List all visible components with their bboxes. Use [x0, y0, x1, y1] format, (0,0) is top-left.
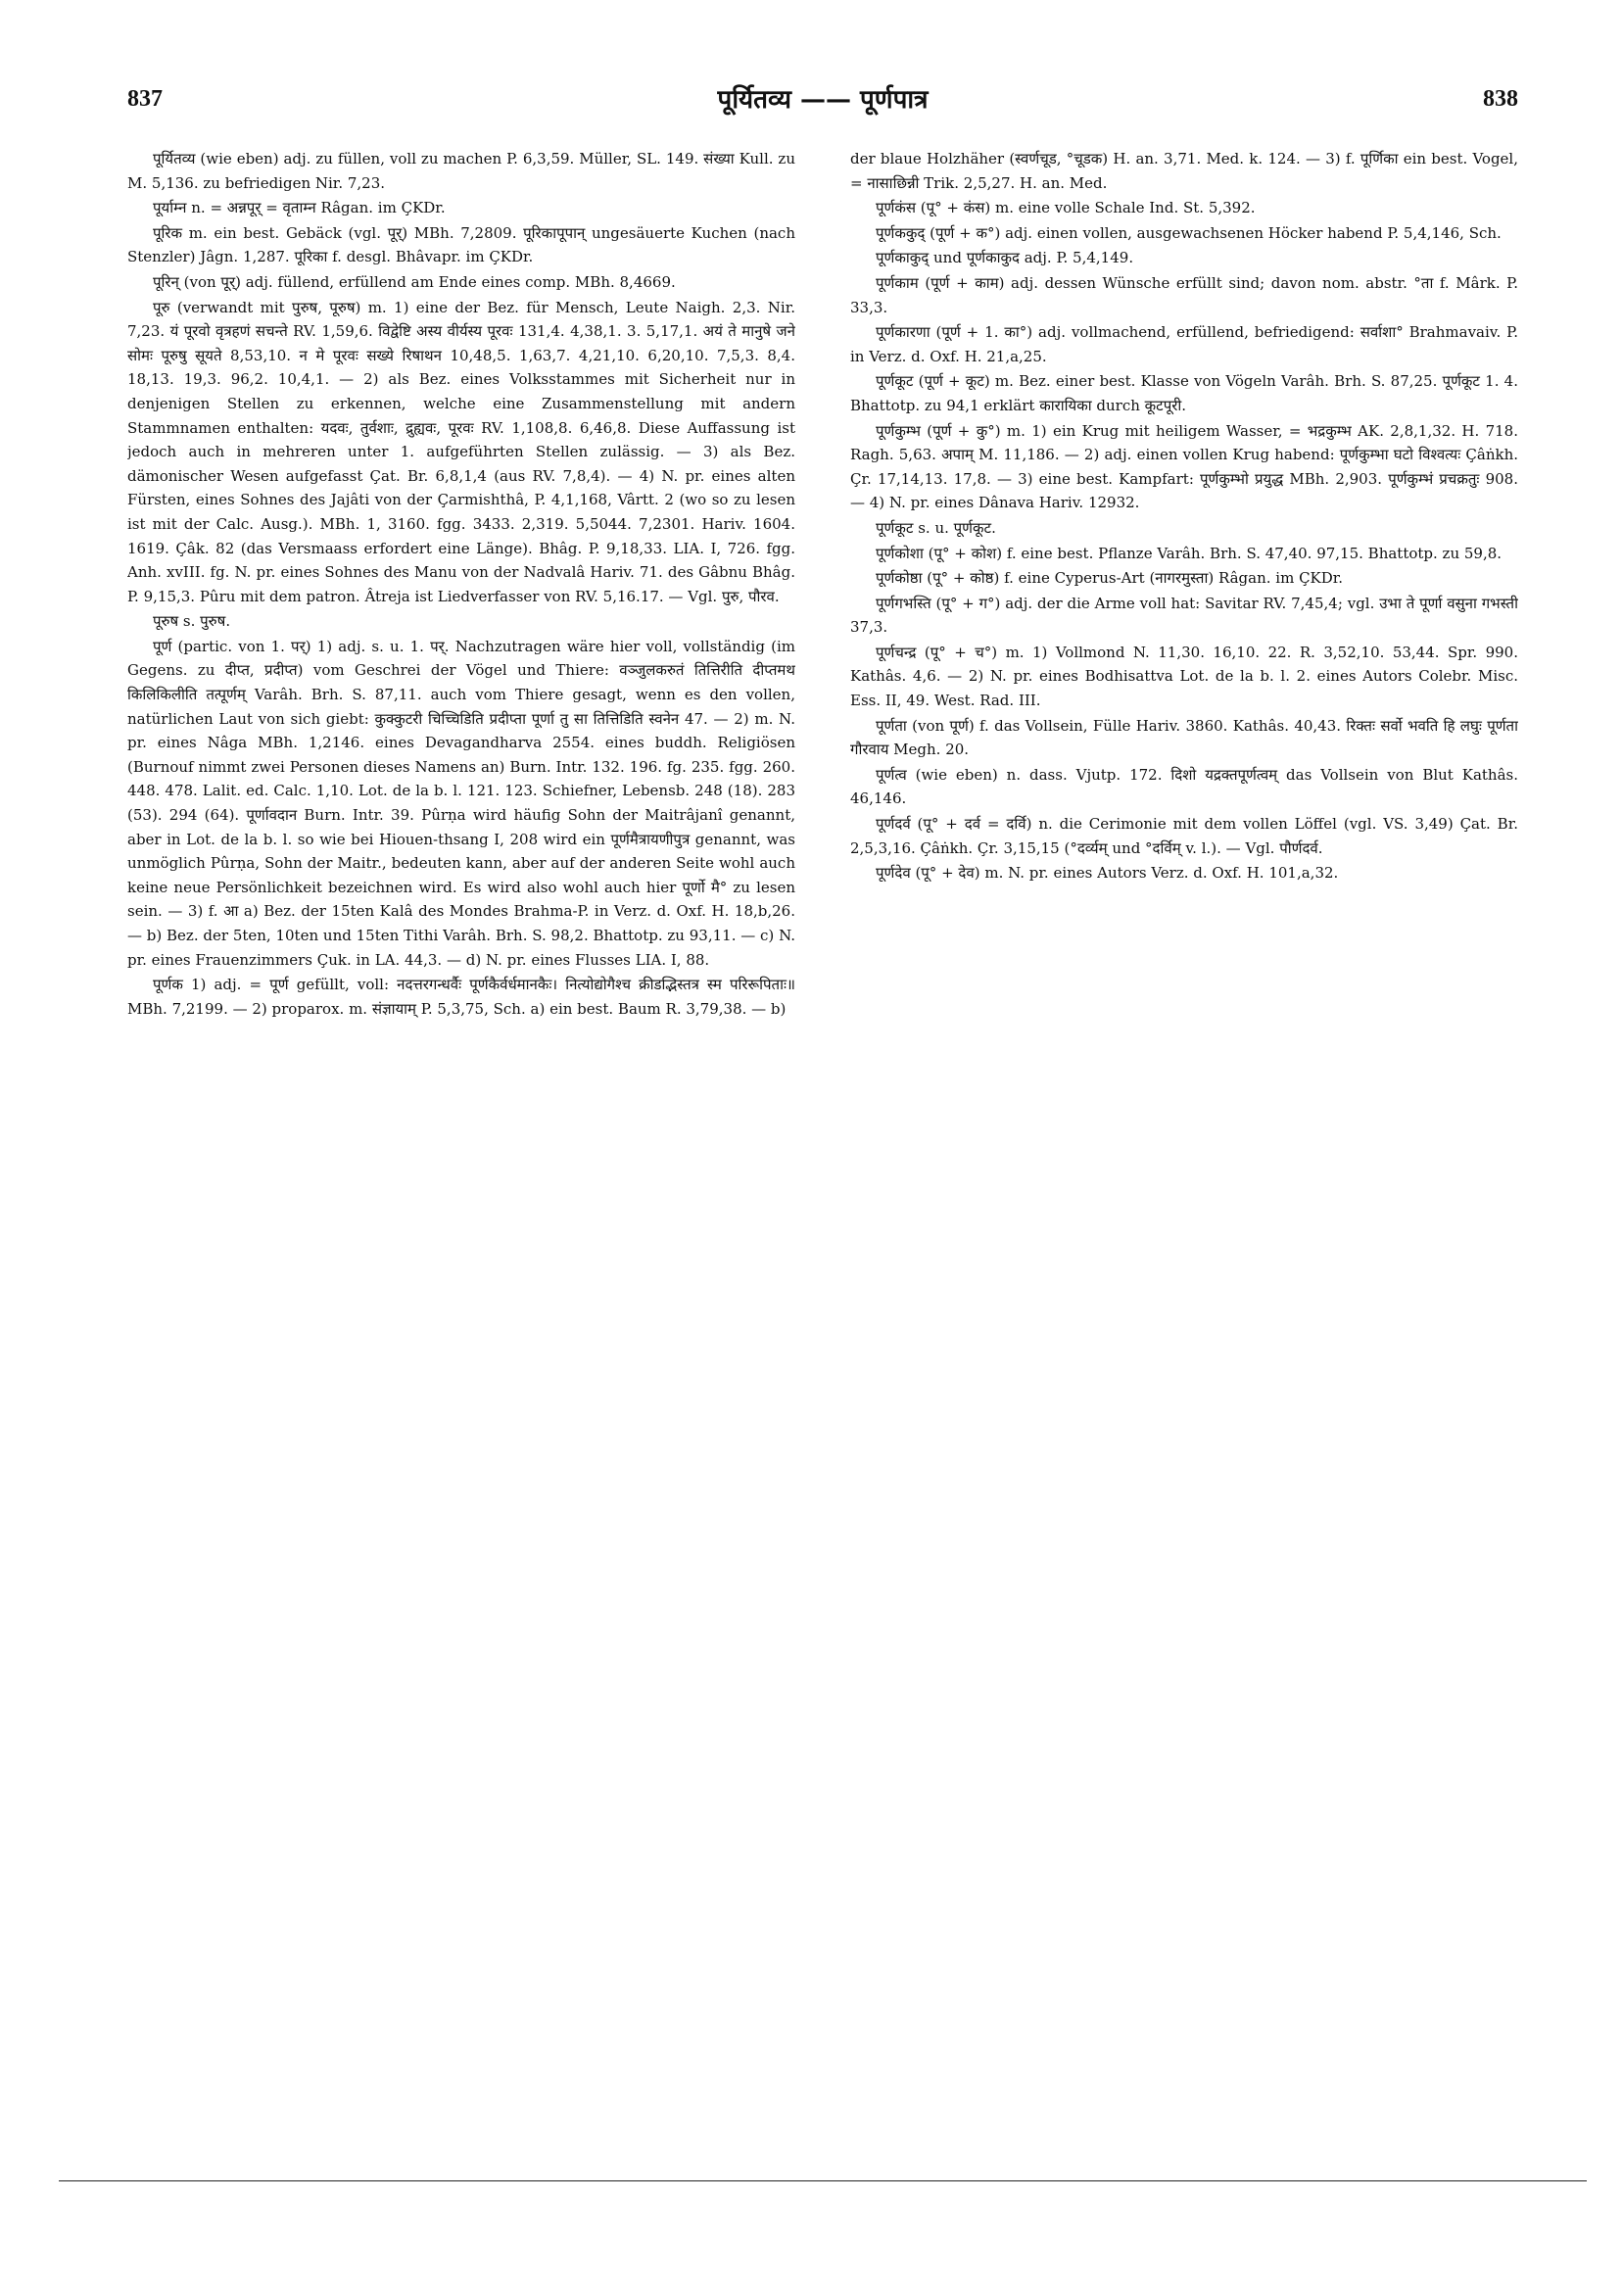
page-number-right: 838 — [1483, 86, 1518, 112]
dictionary-entry: पूर्णकंस (पू° + कंस) m. eine volle Schale Ind. St. 5,392. — [876, 199, 1256, 217]
dictionary-entry: पूर्याम्न n. = अन्नपूर् = वृताम्न Râgan. im ÇKDr. — [153, 199, 446, 217]
dictionary-entry: पूरु (verwandt mit पुरुष, पूरुष) m. 1) eine der Bez. für Mensch, Leute Naigh. 2,3. Nir. 7,23. यं पूरवो वृत्रहणं सचन्ते RV. 1,59,6. विद्वेष्टि अस्य वीर्यस्य पूरवः 131,4. 4,38,1. 3. 5,17,1. अयं ते मानुषे जने सोमः पूरुषु सूयते 8,53,10. न मे पूरवः सख्ये रिषाथन 10,48,5. 1,63,7. 4,21,10. 6,20,10. 7,5,3. 8,4. 18,13. 19,3. 96,2. 10,4,1. — 2) als Bez. eines Volksstammes mit Sicherheit nur in denjenigen Stellen zu erkennen, welche eine Zusammenstellung mit andern Stammnamen enthalten: यदवः, तुर्वशाः, द्रुह्यवः, पूरवः RV. 1,108,8. 6,46,8. Diese Auffassung ist jedoch auch in mehreren unter 1. aufgeführten Stellen zulässig. — 3) als Bez. dämonischer Wesen aufgefasst Çat. Br. 6,8,1,4 (aus RV. 7,8,4). — 4) N. pr. eines alten Fürsten, eines Sohnes des Jajâti von der Çarmishthâ, P. 4,1,168, Vârtt. 2 (wo so zu lesen ist mit der Calc. Ausg.). MBh. 1, 3160. fgg. 3433. 2,319. 5,5044. 7,2301. Hariv. 1604. 1619. Çâk. 82 (das Versmaass erfordert eine Länge). Bhâg. P. 9,18,33. LIA. I, 726. fgg. Anh. xvIII. fg. N. pr. eines Sohnes des Manu von der Nadvalâ Hariv. 71. des Gâbnu Bhâg. P. 9,15,3. Pûru mit dem patron. Âtreja ist Liedverfasser von RV. 5,16.17. — Vgl. पुरु, पौरव. — [127, 298, 795, 605]
dictionary-entry: पूर्णचन्द्र (पू° + च°) m. 1) Vollmond N. 11,30. 16,10. 22. R. 3,52,10. 53,44. Spr. 990. Kathâs. 4,6. — 2) N. pr. eines Bodhisattva Lot. de la b. l. 2. eines Autors Colebr. Misc. Ess. II, 49. West. Rad. III. — [850, 643, 1518, 710]
dictionary-entry: पूर्णकारणा (पूर्ण + 1. का°) adj. vollmachend, erfüllend, befriedigend: सर्वाशा° Brahmavaiv. P. in Verz. d. Oxf. H. 21,a,25. — [850, 323, 1518, 365]
page-number-left: 837 — [127, 86, 163, 112]
footer-rule — [59, 2180, 1587, 2181]
dictionary-entry: पूर्णकाम (पूर्ण + काम) adj. dessen Wünsche erfüllt sind; davon nom. abstr. °ता f. Mârk. P. 33,3. — [850, 273, 1518, 316]
dictionary-entry: पूर्यितव्य (wie eben) adj. zu füllen, voll zu machen P. 6,3,59. Müller, SL. 149. संख्या Kull. zu M. 5,136. zu befriedigen Nir. 7,23. — [127, 150, 795, 192]
left-column — [127, 147, 795, 2165]
page-header — [127, 86, 1518, 125]
dictionary-entry-continued: der blaue Holzhäher (स्वर्णचूड, °चूडक) H. an. 3,71. Med. k. 124. — 3) f. पूर्णिका ein best. Vogel, = नासाछिन्नी Trik. 2,5,27. H. an. Med. — [850, 150, 1518, 192]
dictionary-entry: पूरुष s. पुरुष. — [153, 612, 231, 631]
dictionary-entry: पूर्णकोष्ठा (पू° + कोष्ठ) f. eine Cyperus-Art (नागरमुस्ता) Râgan. im ÇKDr. — [876, 569, 1344, 588]
right-column — [850, 147, 1518, 2165]
dictionary-entry: पूर्णदर्व (पू° + दर्व = दर्वि) n. die Cerimonie mit dem vollen Löffel (vgl. VS. 3,49) Çat. Br. 2,5,3,16. Çâṅkh. Çr. 3,15,15 (°दर्व्यम् und °दर्विम् v. l.). — Vgl. पौर्णदर्व. — [850, 815, 1518, 857]
dictionary-entry: पूर्णकुम्भ (पूर्ण + कु°) m. 1) ein Krug mit heiligem Wasser, = भद्रकुम्भ AK. 2,8,1,32. H. 718. Ragh. 5,63. अपाम् M. 11,186. — 2) adj. einen vollen Krug habend: पूर्णकुम्भा घटो विश्वत्यः Çâṅkh. Çr. 17,14,13. 17,8. — 3) eine best. Kampfart: पूर्णकुम्भो प्रयुद्ध MBh. 2,903. पूर्णकुम्भं प्रचक्रतुः 908. — 4) N. pr. eines Dânava Hariv. 12932. — [850, 421, 1518, 512]
dictionary-entry: पूरिक m. ein best. Gebäck (vgl. पूर्) MBh. 7,2809. पूरिकापूपान् ungesäuerte Kuchen (nach Stenzler) Jâgn. 1,287. पूरिका f. desgl. Bhâvapr. im ÇKDr. — [127, 223, 795, 266]
dictionary-entry: पूर्णता (von पूर्ण) f. das Vollsein, Fülle Hariv. 3860. Kathâs. 40,43. रिक्तः सर्वो भवति हि लघुः पूर्णता गौरवाय Megh. 20. — [850, 716, 1518, 759]
dictionary-entry: पूर्ण (partic. von 1. पर्) 1) adj. s. u. 1. पर्. Nachzutragen wäre hier voll, vollständig (im Gegens. zu दीप्त, प्रदीप्त) vom Geschrei der Vögel und Thiere: वञ्जुलकरुतं तित्तिरीति दीप्तमथ किलिकिलीति तत्पूर्णम् Varâh. Brh. S. 87,11. auch vom Thiere gesagt, wenn es den vollen, natürlichen Laut von sich giebt: कुक्कुटरी चिच्चिडिति प्रदीप्ता पूर्णा तु सा तित्तिडिति स्वनेन 47. — 2) m. N. pr. eines Nâga MBh. 1,2146. eines Devagandharva 2554. eines buddh. Religiösen (Burnouf nimmt zwei Personen dieses Namens an) Burn. Intr. 132. 196. fg. 235. fgg. 260. 448. 478. Lalit. ed. Calc. 1,10. Lot. de la b. l. 121. 123. Schiefner, Lebensb. 248 (18). 283 (53). 294 (64). पूर्णावदान Burn. Intr. 39. Pûrṇa wird häufig Sohn der Maitrâjanî genannt, aber in Lot. de la b. l. so wie bei Hiouen-thsang I, 208 wird ein पूर्णमैत्रायणीपुत्र genannt, was unmöglich Pûrṇa, Sohn der Maitr., bedeuten kann, aber auf der anderen Seite wohl auch keine neue Persönlichkeit bezeichnen wird. Es wird also wohl auch hier पूर्णो मै° zu lesen sein. — 3) f. आ a) Bez. der 15ten Kalâ des Mondes Brahma-P. in Verz. d. Oxf. H. 18,b,26. — b) Bez. der 5ten, 10ten und 15ten Tithi Varâh. Brh. S. 98,2. Bhattotp. zu 93,11. — c) N. pr. eines Frauenzimmers Çuk. in LA. 44,3. — d) N. pr. eines Flusses LIA. I, 88. — [127, 637, 795, 969]
dictionary-entry: पूरिन् (von पूर्) adj. füllend, erfüllend am Ende eines comp. MBh. 8,4669. — [153, 272, 676, 291]
dictionary-entry: पूर्णकोशा (पू° + कोश) f. eine best. Pflanze Varâh. Brh. S. 47,40. 97,15. Bhattotp. zu 59,8. — [876, 544, 1503, 562]
running-head: पूर्यितव्य —— पूर्णपात्र — [717, 85, 929, 115]
dictionary-entry: पूर्णत्व (wie eben) n. dass. Vjutp. 172. दिशो यद्रक्तपूर्णत्वम् das Vollsein von Blut Kathâs. 46,146. — [850, 765, 1518, 808]
dictionary-entry: पूर्णकूट (पूर्ण + कूट) m. Bez. einer best. Klasse von Vögeln Varâh. Brh. S. 87,25. पूर्णकूट 1. 4. Bhattotp. zu 94,1 erklärt कारायिका durch कूटपूरी. — [850, 372, 1518, 414]
dictionary-entry: पूर्णगभस्ति (पू° + ग°) adj. der die Arme voll hat: Savitar RV. 7,45,4; vgl. उभा ते पूर्णा वसुना गभस्ती 37,3. — [850, 594, 1518, 637]
dictionary-entry: पूर्णक 1) adj. = पूर्ण gefüllt, voll: नदत्तरगन्धर्वैः पूर्णकैर्वर्धमानकैः। नित्योद्योगैश्च क्रीडद्भिस्तत्र स्म परिरूपिताः॥ MBh. 7,2199. — 2) proparox. m. संज्ञायाम् P. 5,3,75, Sch. a) ein best. Baum R. 3,79,38. — b) — [127, 976, 795, 1018]
dictionary-entry: पूर्णकूट s. u. पूर्णकूट. — [876, 518, 996, 537]
dictionary-entry: पूर्णकाकुद् und पूर्णकाकुद adj. P. 5,4,149. — [876, 249, 1134, 267]
dictionary-entry: पूर्णदेव (पू° + देव) m. N. pr. eines Autors Verz. d. Oxf. H. 101,a,32. — [876, 864, 1339, 883]
dictionary-entry: पूर्णककुद् (पूर्ण + क°) adj. einen vollen, ausgewachsenen Höcker habend P. 5,4,146, Sch. — [876, 223, 1502, 242]
